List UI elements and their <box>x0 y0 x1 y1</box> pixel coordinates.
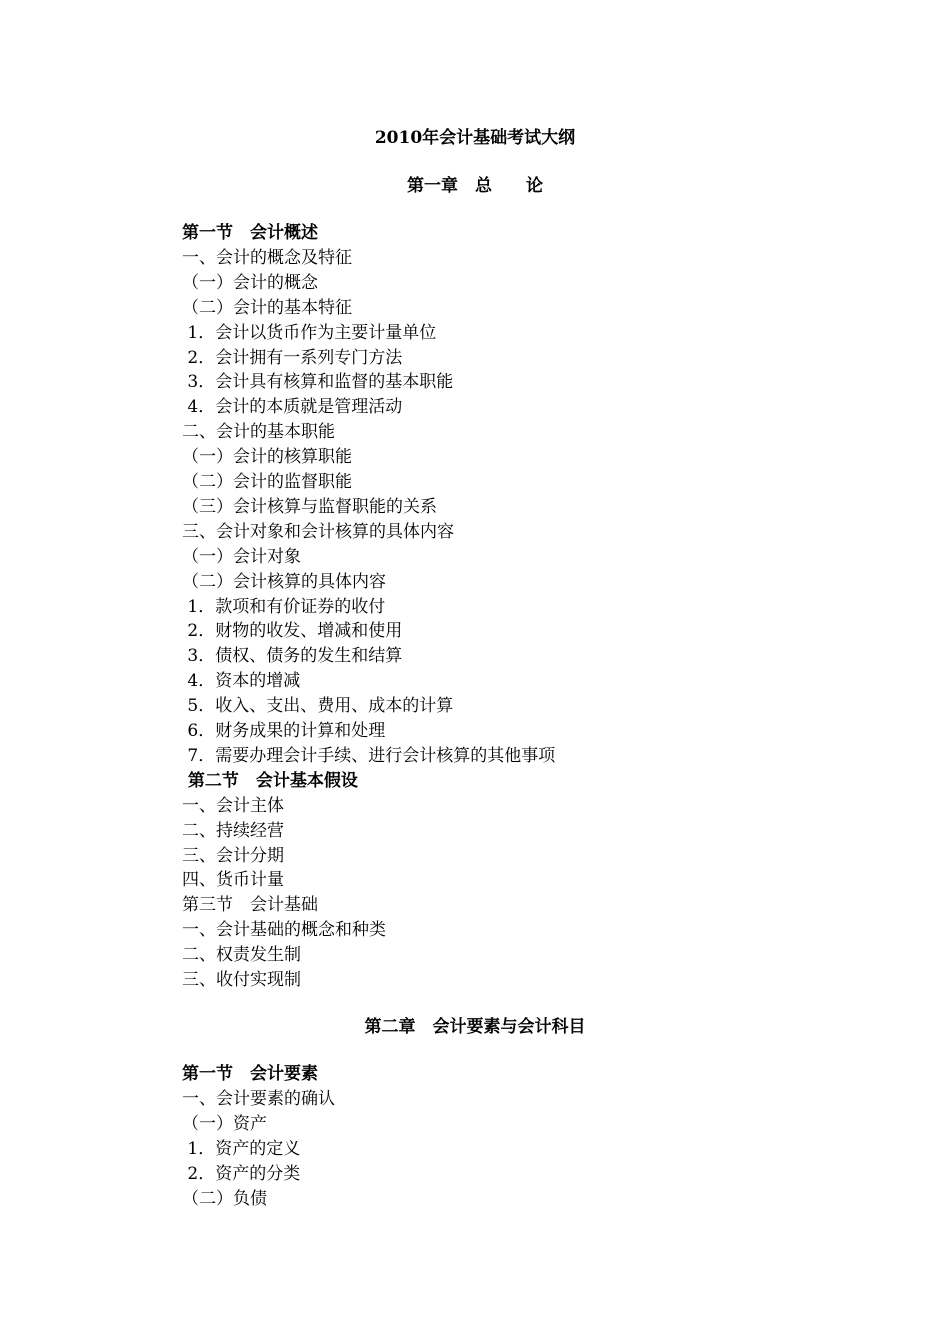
outline-item: 一、会计主体 <box>182 795 284 816</box>
outline-item: （一）会计的概念 <box>182 272 318 293</box>
outline-item: 二、持续经营 <box>182 820 284 841</box>
section-heading: 第一节 会计要素 <box>182 1064 318 1084</box>
outline-item: 3．债权、债务的发生和结算 <box>182 646 403 667</box>
outline-item: 一、会计的概念及特征 <box>182 247 352 268</box>
outline-item: 4．会计的本质就是管理活动 <box>182 397 403 418</box>
outline-item: 1．款项和有价证券的收付 <box>182 596 386 617</box>
outline-item: 6．财务成果的计算和处理 <box>182 721 386 741</box>
outline-item: （三）会计核算与监督职能的关系 <box>182 496 437 517</box>
outline-item: 2．资产的分类 <box>182 1163 301 1184</box>
chapter-1-title: 第一章 总 论 <box>407 176 543 196</box>
section-heading: 第二节 会计基本假设 <box>182 770 358 791</box>
outline-item: 2．财物的收发、增减和使用 <box>182 621 403 642</box>
outline-item: 3．会计具有核算和监督的基本职能 <box>182 372 454 393</box>
outline-item: 三、收付实现制 <box>182 970 301 990</box>
outline-item: 1．资产的定义 <box>182 1138 301 1159</box>
outline-item: 三、会计分期 <box>182 845 284 866</box>
outline-item: 二、权责发生制 <box>182 945 301 966</box>
chapter-2-title: 第二章 会计要素与会计科目 <box>364 1017 586 1037</box>
outline-item: 一、会计要素的确认 <box>182 1088 335 1109</box>
outline-item: 四、货币计量 <box>182 870 284 891</box>
outline-item: （二）负债 <box>182 1188 267 1209</box>
outline-item: 5．收入、支出、费用、成本的计算 <box>182 696 454 717</box>
outline-item: 4．资本的增减 <box>182 671 301 692</box>
outline-item: 三、会计对象和会计核算的具体内容 <box>182 521 454 542</box>
outline-item: （二）会计的监督职能 <box>182 472 352 492</box>
outline-item: 7．需要办理会计手续、进行会计核算的其他事项 <box>182 745 556 766</box>
outline-item: （一）会计对象 <box>182 546 301 567</box>
outline-item: （一）会计的核算职能 <box>182 447 352 468</box>
outline-item: 二、会计的基本职能 <box>182 422 335 443</box>
outline-item: （一）资产 <box>182 1113 267 1134</box>
outline-item: （二）会计的基本特征 <box>182 297 352 318</box>
outline-item: 2．会计拥有一系列专门方法 <box>182 347 403 368</box>
document-title: 2010年会计基础考试大纲 <box>374 128 576 148</box>
outline-item: （二）会计核算的具体内容 <box>182 571 386 592</box>
outline-item: 1．会计以货币作为主要计量单位 <box>182 322 437 343</box>
outline-item: 第三节 会计基础 <box>182 895 318 916</box>
section-heading: 第一节 会计概述 <box>182 223 318 243</box>
outline-item: 一、会计基础的概念和种类 <box>182 920 386 941</box>
